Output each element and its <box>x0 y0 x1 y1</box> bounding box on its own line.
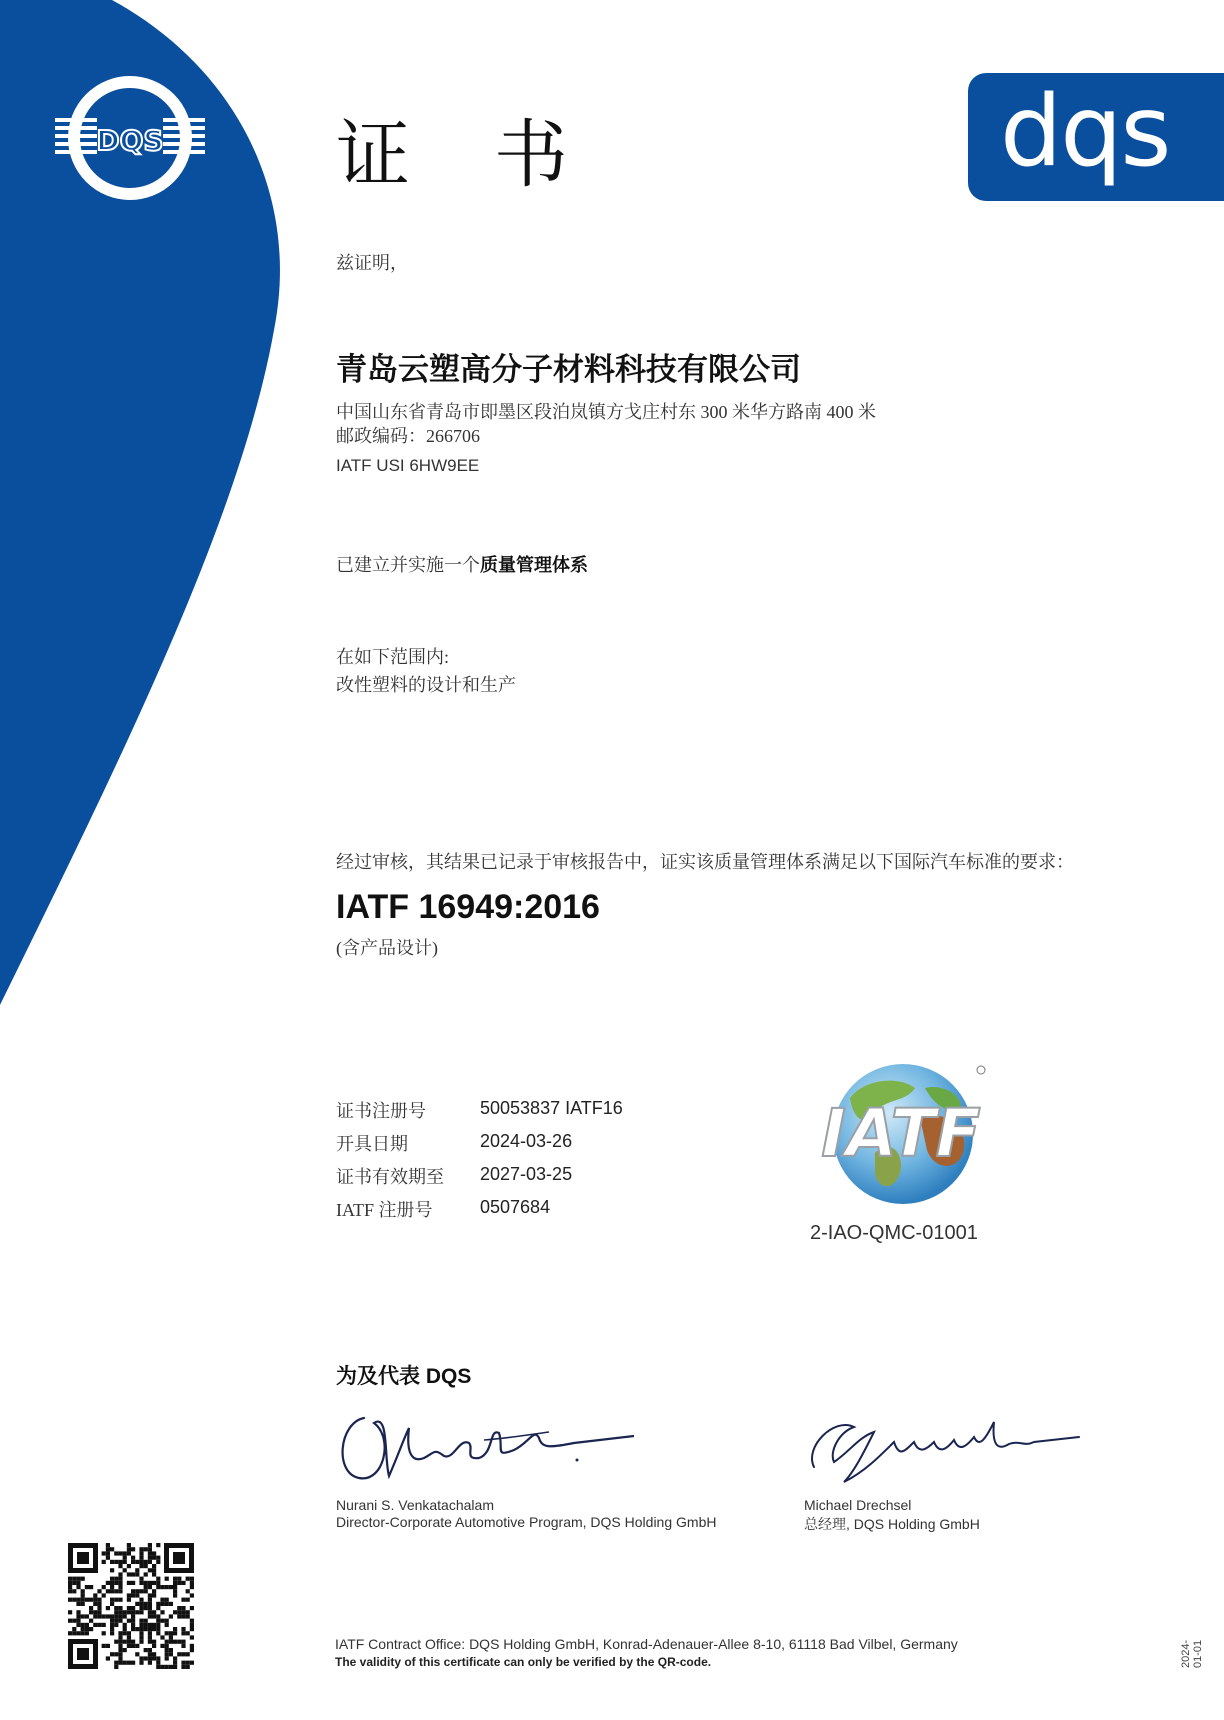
scope-text: 改性塑料的设计和生产 <box>336 675 516 695</box>
verification-qr-code[interactable] <box>68 1543 194 1669</box>
audit-statement: 经过审核，其结果已记录于审核报告中，证实该质量管理体系满足以下国际汽车标准的要求： <box>336 852 1074 872</box>
signer-1-name: Nurani S. Venkatachalam <box>336 1497 494 1513</box>
contract-office-address: IATF Contract Office: DQS Holding GmbH, Konrad-Adenauer-Allee 8-10, 61118 Bad Vilbel, Germany <box>335 1636 958 1652</box>
signature-2-image <box>804 1402 1094 1492</box>
detail-label-issue-date: 开具日期 <box>336 1134 408 1154</box>
established-statement <box>336 551 588 577</box>
iatf-logo-text: IATF <box>821 1095 981 1172</box>
company-name: 青岛云塑高分子材料科技有限公司 <box>336 352 801 388</box>
title-char-2: 书 <box>494 112 568 198</box>
dqs-seal-logo <box>55 76 205 201</box>
postcode: 邮政编码：266706 <box>336 426 480 446</box>
detail-value-cert-number: 50053837 IATF16 <box>480 1098 623 1118</box>
management-system-type: 质量管理体系 <box>480 555 588 575</box>
established-prefix: 已建立并实施一个 <box>336 555 480 575</box>
detail-label-valid-until: 证书有效期至 <box>336 1167 444 1187</box>
signature-1-image <box>334 1398 634 1498</box>
company-address: 中国山东省青岛市即墨区段泊岚镇方戈庄村东 300 米华方路南 400 米 <box>336 402 876 422</box>
signer-2-title: 总经理, DQS Holding GmbH <box>804 1516 980 1532</box>
dqs-seal-text: DQS <box>96 124 164 157</box>
standard-note: (含产品设计) <box>336 938 438 958</box>
signer-1-title: Director-Corporate Automotive Program, DQS Holding GmbH <box>336 1514 717 1530</box>
detail-label-iatf-number: IATF 注册号 <box>336 1200 433 1220</box>
iatf-reference-number: 2-IAO-QMC-01001 <box>810 1222 978 1244</box>
standard-code: IATF 16949:2016 <box>336 888 600 926</box>
document-date: 2024-01-01 <box>1180 1639 1204 1668</box>
intro-text: 兹证明， <box>336 253 408 273</box>
iatf-usi: IATF USI 6HW9EE <box>336 456 480 475</box>
signer-2-name: Michael Drechsel <box>804 1497 912 1513</box>
detail-value-valid-until: 2027-03-25 <box>480 1164 573 1184</box>
dqs-brand-text: dqs <box>1000 75 1170 189</box>
scope-heading: 在如下范围内: <box>336 647 450 667</box>
detail-value-issue-date: 2024-03-26 <box>480 1131 573 1151</box>
signature-heading: 为及代表 DQS <box>336 1365 472 1388</box>
validity-note: The validity of this certificate can only be verified by the QR-code. <box>335 1655 712 1669</box>
iatf-globe-logo <box>805 1058 995 1208</box>
certificate-title <box>336 96 568 202</box>
detail-value-iatf-number: 0507684 <box>480 1197 551 1217</box>
title-char-1: 证 <box>336 112 410 198</box>
detail-label-cert-number: 证书注册号 <box>336 1101 426 1121</box>
dqs-brand-logo <box>968 73 1224 201</box>
